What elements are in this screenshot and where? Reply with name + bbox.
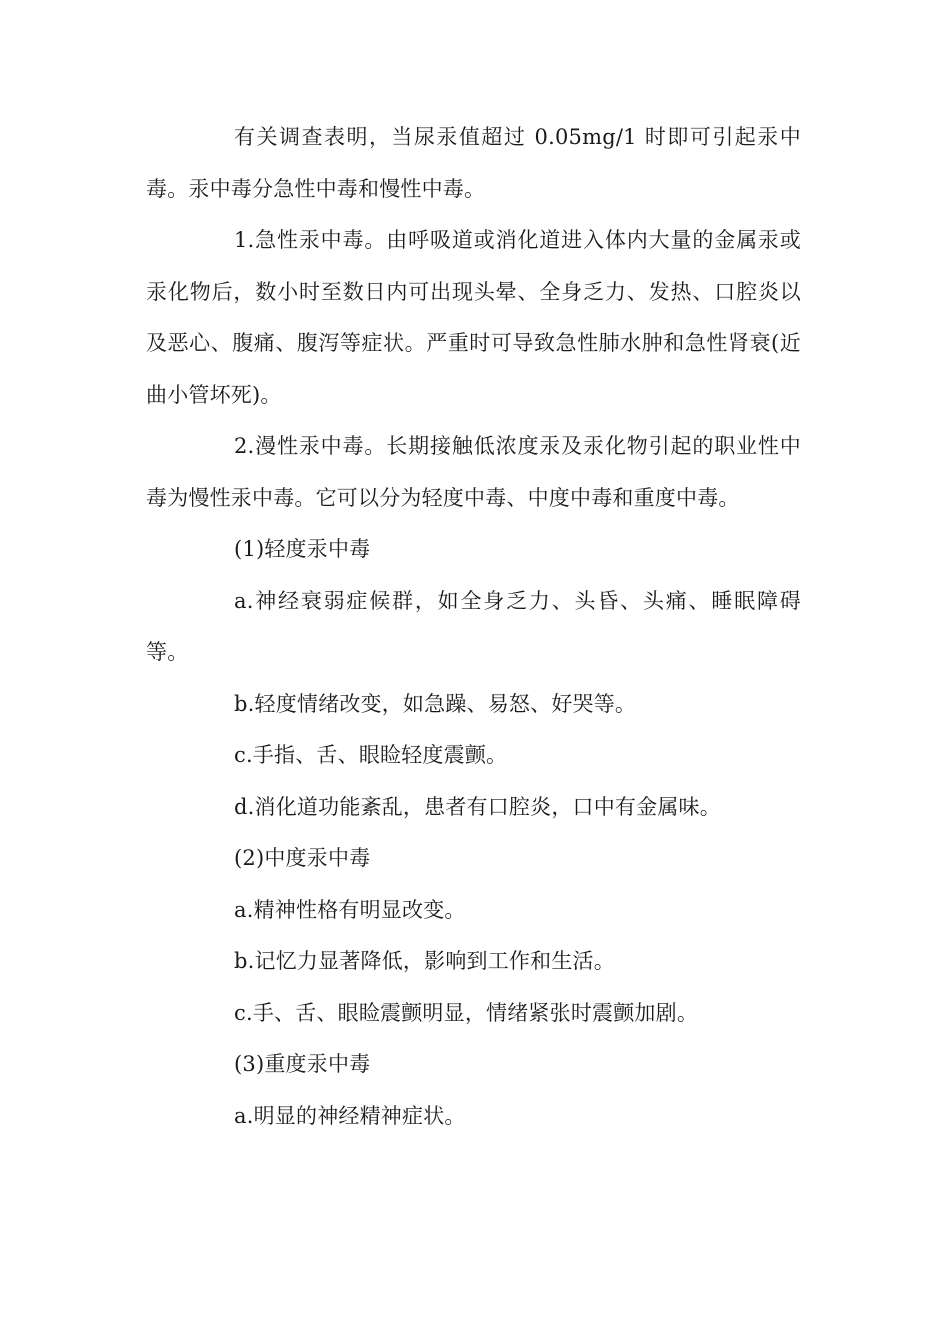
list-item-severe-a: a.明显的神经精神症状。 [234,1103,466,1128]
heading-moderate-poisoning: (2)中度汞中毒 [234,846,371,870]
paragraph-acute-poisoning: 1.急性汞中毒。由呼吸道或消化道进入体内大量的金属汞或汞化物后，数小时至数日内可出现头晕、全身乏力、发热、口腔炎以及恶心、腹痛、腹泻等症状。严重时可导致急性肺水肿和急性肾衰(近曲小管坏死)。 [146,228,801,407]
list-item-mild-a: a.神经衰弱症候群，如全身乏力、头昏、头痛、睡眠障碍等。 [146,588,801,664]
list-item-mild-b: b.轻度情绪改变，如急躁、易怒、好哭等。 [234,691,637,716]
paragraph-intro: 有关调查表明，当尿汞值超过 0.05mg/1 时即可引起汞中毒。汞中毒分急性中毒和慢性中毒。 [146,125,801,201]
list-item-mild-c: c.手指、舌、眼睑轻度震颤。 [234,743,508,767]
list-item-mild-d: d.消化道功能紊乱，患者有口腔炎，口中有金属味。 [234,794,721,819]
heading-mild-poisoning: (1)轻度汞中毒 [234,537,371,561]
list-item-moderate-a: a.精神性格有明显改变。 [234,897,466,922]
document-body [146,112,801,1142]
heading-severe-poisoning: (3)重度汞中毒 [234,1052,371,1076]
paragraph-chronic-poisoning: 2.漫性汞中毒。长期接触低浓度汞及汞化物引起的职业性中毒为慢性汞中毒。它可以分为轻度中毒、中度中毒和重度中毒。 [146,434,801,510]
list-item-moderate-c: c.手、舌、眼睑震颤明显，情绪紧张时震颤加剧。 [234,1000,699,1025]
list-item-moderate-b: b.记忆力显著降低，影响到工作和生活。 [234,949,615,973]
